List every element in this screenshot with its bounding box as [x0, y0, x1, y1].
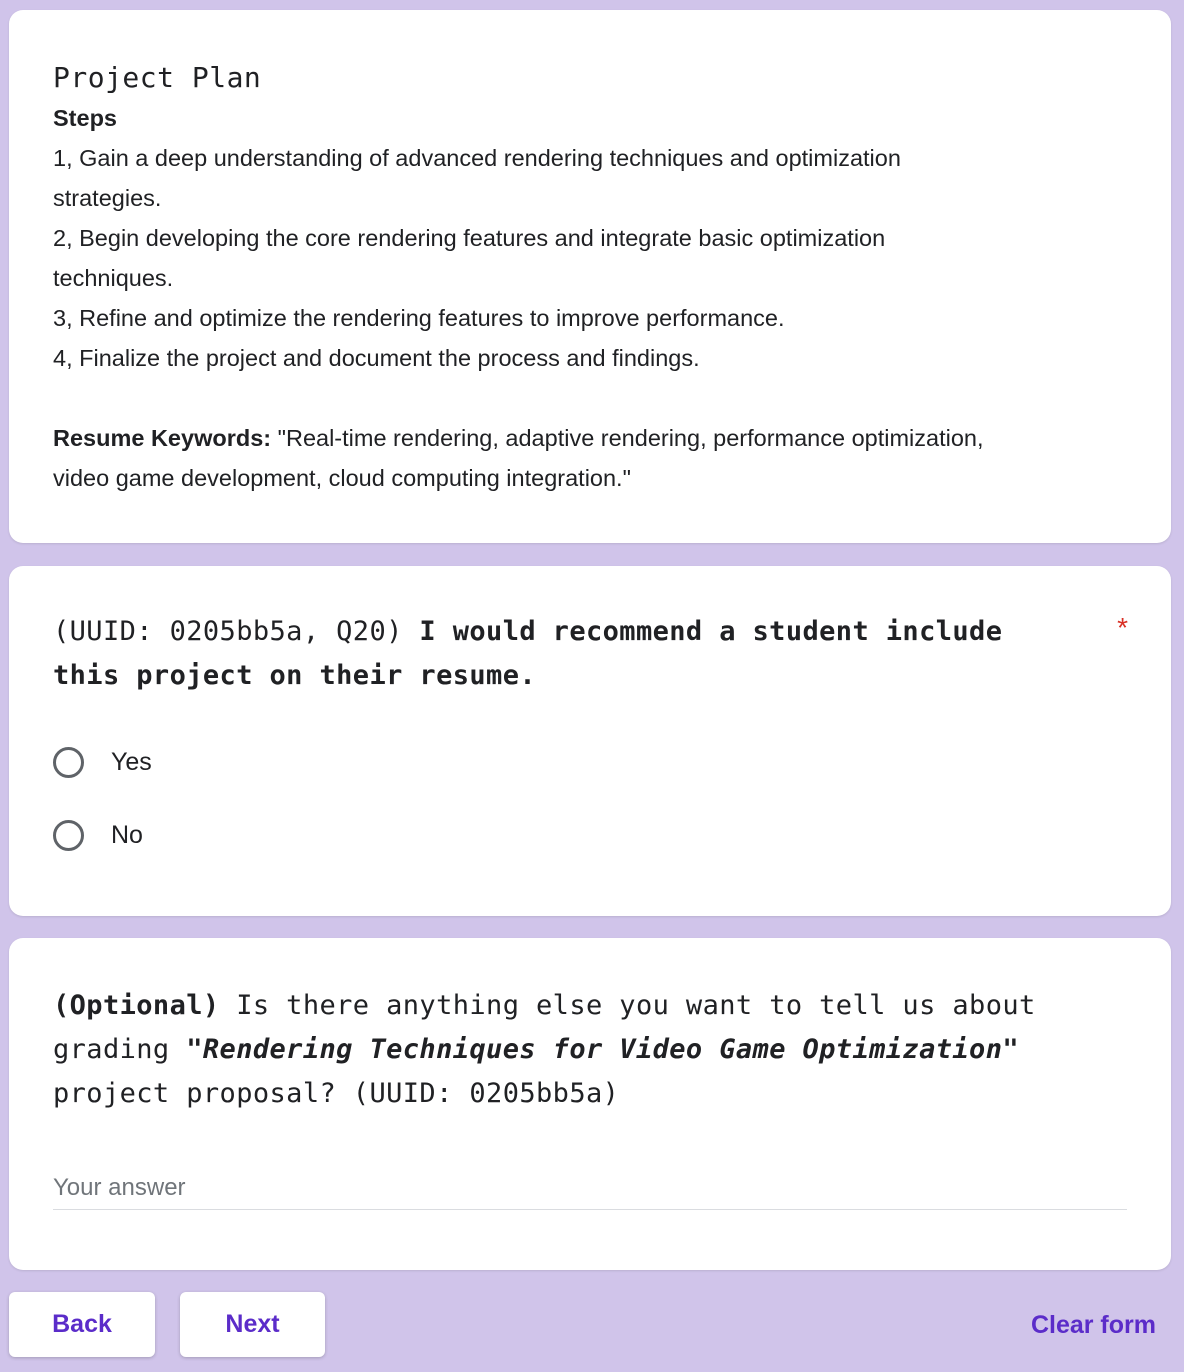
question-title-line-1: [53, 610, 1093, 654]
optional-question-text-2: grading: [53, 1034, 187, 1065]
resume-keywords-line-2: video game development, cloud computing integration.": [53, 465, 631, 491]
resume-keywords-text-1: "Real-time rendering, adaptive rendering, performance optimization,: [271, 425, 984, 451]
paragraph-gap: [53, 378, 1123, 418]
section-title: Project Plan: [53, 61, 262, 94]
project-plan-card: [9, 10, 1171, 543]
optional-question-text-1: Is there anything else you want to tell us about: [219, 990, 1036, 1021]
steps-heading: Steps: [53, 105, 117, 131]
step-2-line-2: techniques.: [53, 265, 174, 291]
optional-question-line-3: project proposal? (UUID: 0205bb5a): [53, 1078, 620, 1109]
question-title-line-2: [53, 654, 1093, 698]
question-bold-text-2: this project on their resume.: [53, 660, 537, 691]
radio-circle-icon[interactable]: [53, 747, 84, 778]
clear-form-link[interactable]: Clear form: [1030, 1311, 1156, 1339]
question-bold-text-1: I would recommend a student include: [419, 616, 1003, 647]
radio-circle-icon[interactable]: [53, 820, 84, 851]
section-description: [53, 98, 1123, 498]
optional-question-line-1: [53, 984, 1133, 1028]
project-name: "Rendering Techniques for Video Game Optimization": [186, 1034, 1020, 1065]
step-3: 3, Refine and optimize the rendering features to improve performance.: [53, 305, 785, 331]
step-1-line-1: 1, Gain a deep understanding of advanced rendering techniques and optimization: [53, 145, 901, 171]
radio-label-yes: Yes: [111, 747, 152, 776]
next-button[interactable]: Next: [180, 1292, 325, 1357]
question-title: [53, 610, 1093, 698]
optional-question-title: [53, 984, 1133, 1116]
answer-input[interactable]: [53, 1166, 1127, 1210]
radio-option-yes[interactable]: [53, 742, 152, 782]
step-1-line-2: strategies.: [53, 185, 162, 211]
radio-option-no[interactable]: [53, 815, 143, 855]
radio-label-no: No: [111, 820, 143, 849]
optional-tag: (Optional): [53, 990, 220, 1021]
resume-keywords-label: Resume Keywords:: [53, 425, 272, 451]
optional-question-line-2: [53, 1028, 1133, 1072]
step-4: 4, Finalize the project and document the process and findings.: [53, 345, 700, 371]
optional-feedback-card: [9, 938, 1171, 1270]
question-uuid-prefix: (UUID: 0205bb5a, Q20): [53, 616, 420, 647]
resume-keywords-line-1: [53, 418, 1123, 458]
recommend-question-card: [9, 566, 1171, 916]
back-button[interactable]: Back: [9, 1292, 155, 1357]
step-2-line-1: 2, Begin developing the core rendering features and integrate basic optimization: [53, 225, 886, 251]
required-asterisk: *: [1117, 612, 1128, 643]
